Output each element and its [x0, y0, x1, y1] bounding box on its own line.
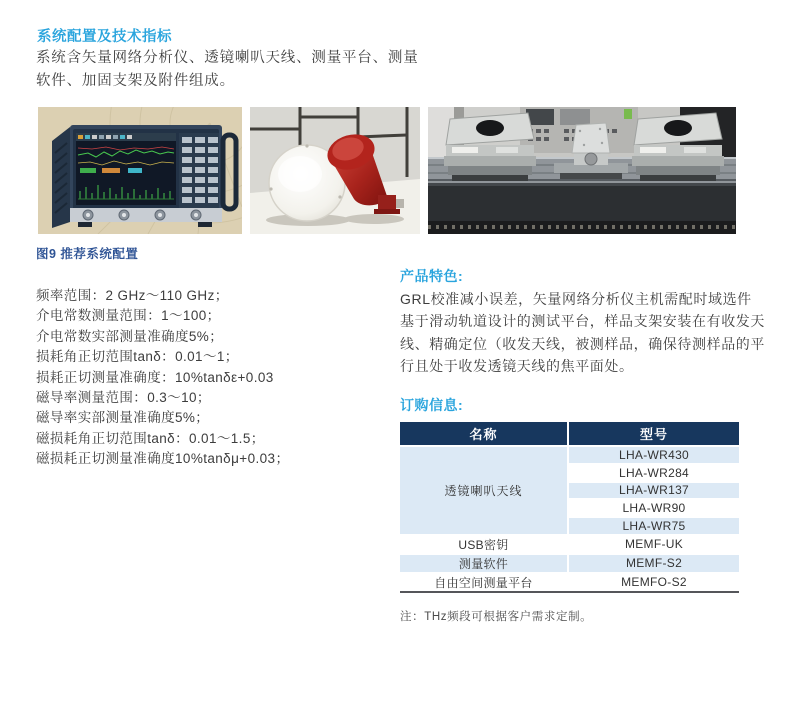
instrument-keypad: [179, 133, 219, 209]
left-fixture: [444, 113, 536, 181]
features-paragraph: [400, 288, 765, 377]
table-note: 注：THz频段可根据客户需求定制。: [400, 611, 593, 623]
ordering-table: [400, 422, 739, 593]
table-cell-model: MEMFO-S2: [568, 573, 739, 592]
features-title: 产品特色:: [400, 268, 464, 284]
table-cell-model: LHA-WR90: [568, 499, 739, 517]
spec-line: 磁损耗角正切范围tanδ：0.01～1.5；: [36, 430, 265, 446]
network-analyzer-photo: [38, 107, 242, 234]
figure-measurement-platform: [428, 107, 736, 234]
table-header-row: [400, 422, 739, 446]
ordering-title: 订购信息:: [400, 397, 464, 413]
figure-network-analyzer: [38, 107, 242, 234]
features-line: 基于滑动轨道设计的测试平台，样品支架安装在有收发天: [400, 313, 765, 330]
right-fixture: [632, 113, 724, 181]
spec-line: 磁导率测量范围：0.3～10；: [36, 390, 211, 406]
spec-line: 介电常数实部测量准确度5%；: [36, 328, 224, 344]
table-cell-model: LHA-WR430: [568, 446, 739, 464]
table-cell-model: LHA-WR284: [568, 464, 739, 482]
section-title: 系统配置及技术指标: [37, 29, 172, 45]
spec-line: 介电常数测量范围：1～100；: [36, 308, 221, 324]
granite-bench: [428, 183, 736, 221]
table-cell-model: LHA-WR137: [568, 482, 739, 500]
lens-and-horn-antenna-photo: [250, 107, 420, 234]
spec-line: 频率范围：2 GHz～110 GHz；: [36, 288, 229, 303]
features-line: 线、精确定位（收发天线，被测样品，确保待测样品的平: [400, 335, 765, 352]
features-line: GRL校准减小误差，矢量网络分析仪主机需配时域选件: [400, 291, 752, 307]
spec-line: 损耗角正切范围tanδ：0.01～1；: [36, 349, 239, 365]
instrument-connector-row: [70, 208, 222, 222]
table-cell-model: LHA-WR75: [568, 517, 739, 535]
features-line: 行且处于收发透镜天线的焦平面处。: [400, 357, 634, 374]
spec-list: [36, 286, 289, 470]
measurement-platform-photo: [428, 107, 736, 234]
instrument-screen: [76, 133, 176, 205]
spec-line: 损耗正切测量准确度：10%tanδε+0.03: [36, 369, 274, 385]
table-row: [400, 554, 739, 573]
table-row: [400, 446, 739, 464]
ordering-table-container: [400, 422, 739, 593]
table-cell-name: 透镜喇叭天线: [400, 446, 568, 535]
intro-paragraph: [36, 47, 419, 92]
table-cell-model: MEMF-S2: [568, 554, 739, 573]
column-header-name: 名称: [400, 422, 568, 446]
spec-line: 磁导率实部测量准确度5%；: [36, 410, 210, 426]
table-cell-name: 测量软件: [400, 554, 568, 573]
table-cell-model: MEMF-UK: [568, 535, 739, 554]
table-cell-name: USB密钥: [400, 535, 568, 554]
figure-caption: 图9 推荐系统配置: [36, 247, 139, 261]
table-row: [400, 573, 739, 592]
figure-antennas: [250, 107, 420, 234]
intro-line: 软件、加固支架及附件组成。: [36, 72, 235, 89]
intro-line: 系统含矢量网络分析仪、透镜喇叭天线、测量平台、测量: [36, 50, 419, 66]
table-row: [400, 535, 739, 554]
spec-line: 磁损耗正切测量准确度10%tanδμ+0.03；: [36, 451, 290, 467]
table-cell-name: 自由空间测量平台: [400, 573, 568, 592]
column-header-model: 型号: [568, 422, 739, 446]
